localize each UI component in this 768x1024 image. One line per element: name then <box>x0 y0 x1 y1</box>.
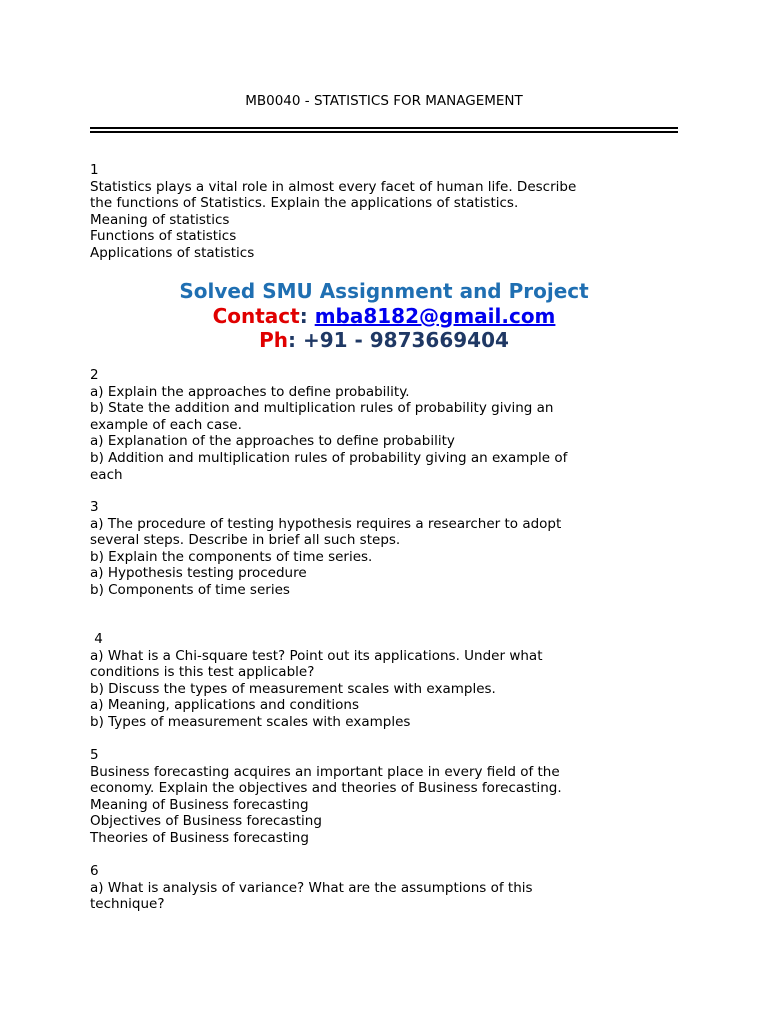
question-5 <box>90 747 690 847</box>
email-link[interactable]: mba8182@gmail.com <box>314 304 556 328</box>
question-line: a) What is analysis of variance? What are the assumptions of this <box>90 879 533 896</box>
question-line: conditions is this test applicable? <box>90 664 315 681</box>
question-number: 4 <box>90 631 103 647</box>
document-title: MB0040 - STATISTICS FOR MANAGEMENT <box>245 93 523 109</box>
question-line: a) Hypothesis testing procedure <box>90 565 307 582</box>
question-line: each <box>90 466 123 483</box>
question-line: a) Explanation of the approaches to define probability <box>90 433 455 450</box>
question-line: b) Discuss the types of measurement scales with examples. <box>90 680 496 697</box>
question-line: Theories of Business forecasting <box>90 829 309 846</box>
question-line: a) Meaning, applications and conditions <box>90 697 360 714</box>
question-line: Business forecasting acquires an important place in every field of the <box>90 763 560 780</box>
question-number: 6 <box>90 863 99 879</box>
question-line: technique? <box>90 896 165 913</box>
question-line: Functions of statistics <box>90 228 237 245</box>
question-line: Statistics plays a vital role in almost every facet of human life. Describe <box>90 178 577 195</box>
question-number: 3 <box>90 499 99 515</box>
question-number: 5 <box>90 747 99 763</box>
question-line: economy. Explain the objectives and theories of Business forecasting. <box>90 780 562 797</box>
question-number: 1 <box>90 162 99 178</box>
question-line: a) What is a Chi-square test? Point out its applications. Under what <box>90 647 543 664</box>
question-line: a) The procedure of testing hypothesis requires a researcher to adopt <box>90 515 562 532</box>
question-line: b) Explain the components of time series. <box>90 548 373 565</box>
question-4 <box>90 631 690 731</box>
promo-phone <box>0 328 768 352</box>
question-line: b) State the addition and multiplication rules of probability giving an <box>90 400 554 417</box>
question-line: b) Components of time series <box>90 581 290 598</box>
question-6 <box>90 863 690 913</box>
question-number: 2 <box>90 367 99 383</box>
phone-number: +91 - 9873669404 <box>302 328 509 352</box>
promo-headline: Solved SMU Assignment and Project <box>179 279 589 303</box>
promo-contact <box>0 304 768 328</box>
question-2 <box>90 367 690 483</box>
question-line: Meaning of statistics <box>90 211 230 228</box>
question-1 <box>90 162 690 262</box>
phone-label: Ph <box>259 328 288 352</box>
question-line: example of each case. <box>90 416 242 433</box>
question-line: b) Addition and multiplication rules of probability giving an example of <box>90 449 568 466</box>
question-line: a) Explain the approaches to define probability. <box>90 383 410 400</box>
contact-separator: : <box>299 304 315 328</box>
question-line: Meaning of Business forecasting <box>90 796 309 813</box>
question-line: several steps. Describe in brief all such steps. <box>90 532 401 549</box>
question-line: Applications of statistics <box>90 244 255 261</box>
question-3 <box>90 499 690 599</box>
title-rule-top <box>90 127 678 129</box>
question-line: Objectives of Business forecasting <box>90 813 322 830</box>
phone-separator: : <box>287 328 303 352</box>
title-rule-bottom <box>90 131 678 133</box>
question-line: b) Types of measurement scales with examples <box>90 713 411 730</box>
contact-label: Contact <box>212 304 300 328</box>
question-line: the functions of Statistics. Explain the applications of statistics. <box>90 195 519 212</box>
